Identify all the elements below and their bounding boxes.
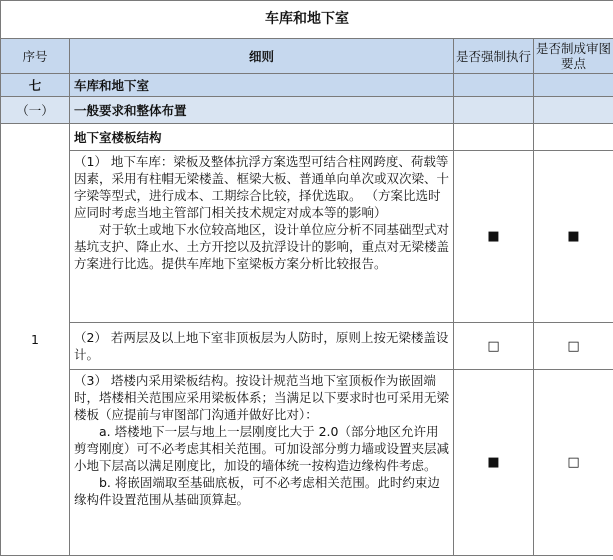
detail-paragraph: 对于软土或地下水位较高地区，设计单位应分析不同基础型式对基坑支护、降止水、土方开挖以及抗浮设计的影响，重点对无梁楼盖方案进行比选。提供车库地下室梁板方案分析比较报告。 (74, 222, 450, 271)
review-mark (534, 151, 613, 323)
detail-paragraph: a. 塔楼地下一层与地上一层刚度比大于 2.0（部分地区允许用剪弯刚度）可不必考虑其相关范围。可加设部分剪力墙或设置夹层减小地下层高以满足刚度比，加设的墙体统一按构造边缘构件考虑。 (74, 424, 450, 473)
detail-text-1 (70, 151, 454, 323)
detail-paragraph: b. 将嵌固端取至基础底板，可不必考虑相关范围。此时约束边缘构件设置范围从基础顶算起。 (74, 475, 440, 507)
mandatory-mark (454, 370, 534, 556)
header-mandatory: 是否强制执行 (454, 39, 534, 74)
subsection-label: 一般要求和整体布置 (70, 97, 454, 124)
header-row (1, 39, 613, 74)
filled-square-icon: ■ (487, 229, 500, 244)
detail-row (1, 151, 613, 323)
header-review: 是否制成审图要点 (534, 39, 613, 74)
mandatory-mark (454, 151, 534, 323)
filled-square-icon: ■ (567, 229, 580, 244)
detail-text-2 (70, 323, 454, 370)
subsection-review-cell (534, 97, 613, 124)
item-heading-row (1, 124, 613, 151)
subsection-number: （一） (1, 97, 70, 124)
detail-row (1, 370, 613, 556)
title-row (1, 1, 613, 39)
item-heading-review-cell (534, 124, 613, 151)
mandatory-mark (454, 323, 534, 370)
detail-paragraph: （1） 地下车库：梁板及整体抗浮方案选型可结合柱网跨度、荷载等因素，采用有柱帽无梁楼盖、框梁大板、普通单向单次或双次梁、十字梁等型式，进行成本、工期综合比较，择优选取。 （方案比选时应同时考虑当地主管部门相关技术规定对成本等的影响） (74, 154, 450, 220)
section-label: 车库和地下室 (70, 74, 454, 97)
empty-square-icon: □ (567, 455, 580, 470)
subsection-row (1, 97, 613, 124)
empty-square-icon: □ (567, 338, 580, 354)
detail-text-3 (70, 370, 454, 556)
item-heading-mandatory-cell (454, 124, 534, 151)
table-title: 车库和地下室 (1, 1, 613, 39)
detail-row (1, 323, 613, 370)
detail-paragraph: （2） 若两层及以上地下室非顶板层为人防时，原则上按无梁楼盖设计。 (74, 330, 449, 362)
section-review-cell (534, 74, 613, 97)
section-number: 七 (1, 74, 70, 97)
header-seq: 序号 (1, 39, 70, 74)
subsection-mandatory-cell (454, 97, 534, 124)
review-mark (534, 370, 613, 556)
section-row (1, 74, 613, 97)
filled-square-icon: ■ (487, 455, 500, 470)
item-heading: 地下室楼板结构 (70, 124, 454, 151)
header-detail: 细则 (70, 39, 454, 74)
detail-paragraph: （3） 塔楼内采用梁板结构。按设计规范当地下室顶板作为嵌固端时，塔楼相关范围应采用梁板体系；当满足以下要求时也可采用无梁楼板（应提前与审图部门沟通并做好比对）： (74, 373, 450, 422)
empty-square-icon: □ (487, 338, 500, 354)
section-mandatory-cell (454, 74, 534, 97)
item-number: 1 (1, 124, 70, 556)
review-mark (534, 323, 613, 370)
